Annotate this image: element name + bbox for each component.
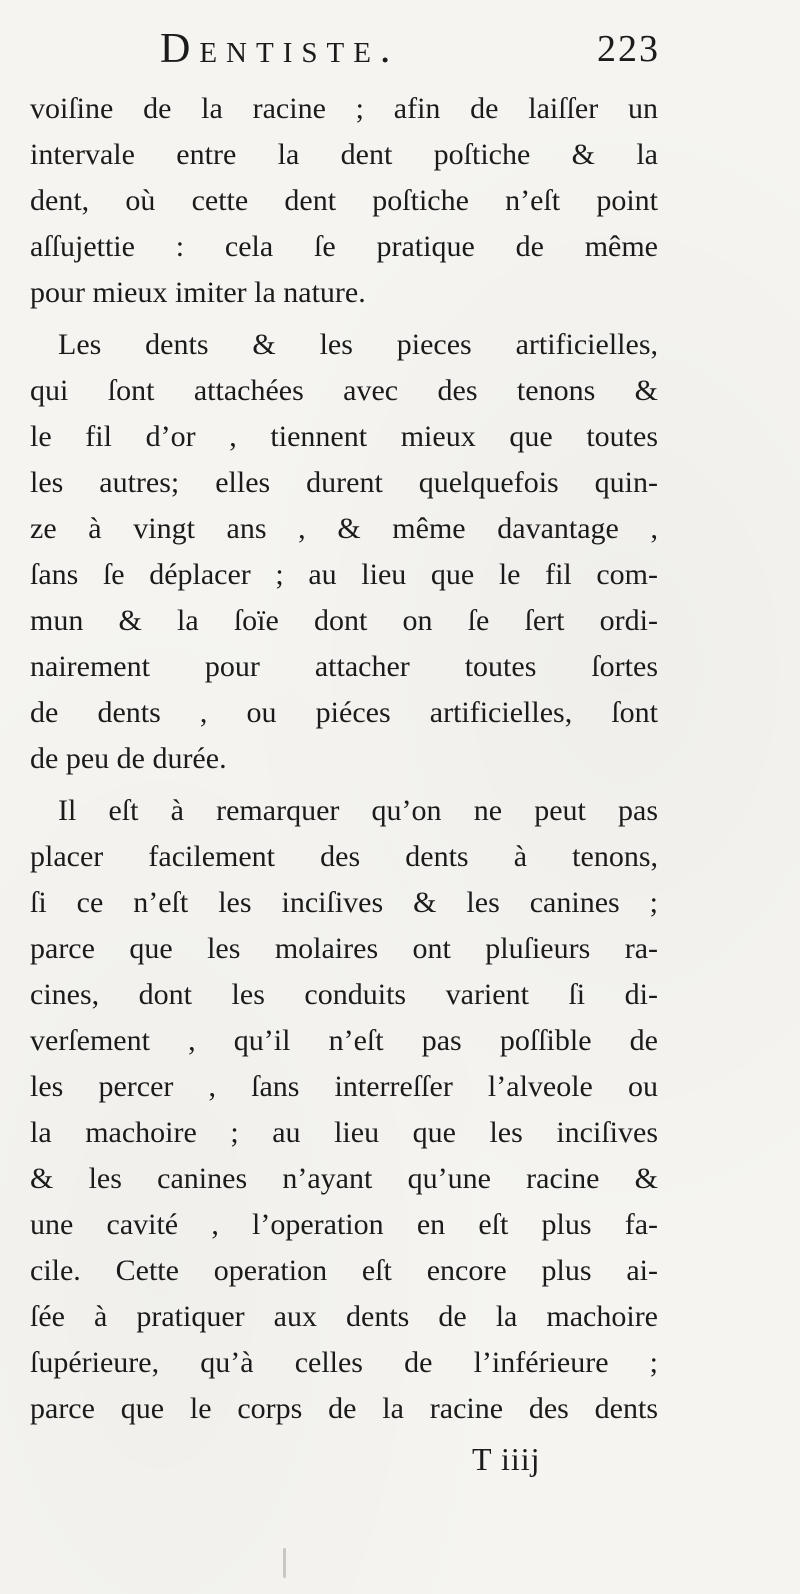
text-line: nairement pour attacher toutes ſortes <box>30 650 658 683</box>
text-line: le fil d’or , tiennent mieux que toutes <box>30 420 658 453</box>
text-line: une cavité , l’operation en eſt plus fa- <box>30 1208 658 1241</box>
text-line: ſupérieure, qu’à celles de l’inférieure ; <box>30 1346 658 1379</box>
text-line: verſement , qu’il n’eſt pas poſſible de <box>30 1024 658 1057</box>
text-line: Les dents & les pieces artificielles, <box>58 328 658 361</box>
text-line: parce que le corps de la racine des dents <box>30 1392 658 1425</box>
text-line: ſi ce n’eſt les inciſives & les canines ; <box>30 886 658 919</box>
text-line: de peu de durée. <box>30 742 227 775</box>
running-title: Dentiste. <box>160 26 400 72</box>
print-bleed-mark <box>283 1548 286 1578</box>
text-line: cile. Cette operation eſt encore plus ai- <box>30 1254 658 1287</box>
text-line: ſée à pratiquer aux dents de la machoire <box>30 1300 658 1333</box>
text-line: dent, où cette dent poſtiche n’eſt point <box>30 184 658 217</box>
text-line: aſſujettie : cela ſe pratique de même <box>30 230 658 263</box>
text-line: de dents , ou piéces artificielles, ſont <box>30 696 658 729</box>
text-line: Il eſt à remarquer qu’on ne peut pas <box>58 794 658 827</box>
text-line: mun & la ſoïe dont on ſe ſert ordi- <box>30 604 658 637</box>
text-line: intervale entre la dent poſtiche & la <box>30 138 658 171</box>
text-line: la machoire ; au lieu que les inciſives <box>30 1116 658 1149</box>
text-line: & les canines n’ayant qu’une racine & <box>30 1162 658 1195</box>
text-block <box>30 86 658 1432</box>
text-line: cines, dont les conduits varient ſi di- <box>30 978 658 1011</box>
text-line: les autres; elles durent quelquefois quin- <box>30 466 658 499</box>
page-number: 223 <box>597 28 660 70</box>
text-line: pour mieux imiter la nature. <box>30 276 366 309</box>
signature-mark: T iiij <box>472 1441 541 1477</box>
text-line: parce que les molaires ont pluſieurs ra- <box>30 932 658 965</box>
running-head <box>160 18 660 80</box>
text-line: ze à vingt ans , & même davantage , <box>30 512 658 545</box>
text-line: les percer , ſans interreſſer l’alveole ou <box>30 1070 658 1103</box>
text-line: ſans ſe déplacer ; au lieu que le fil com- <box>30 558 658 591</box>
text-line: placer facilement des dents à tenons, <box>30 840 658 873</box>
text-line: voiſine de la racine ; afin de laiſſer un <box>30 92 658 125</box>
text-line: qui ſont attachées avec des tenons & <box>30 374 658 407</box>
